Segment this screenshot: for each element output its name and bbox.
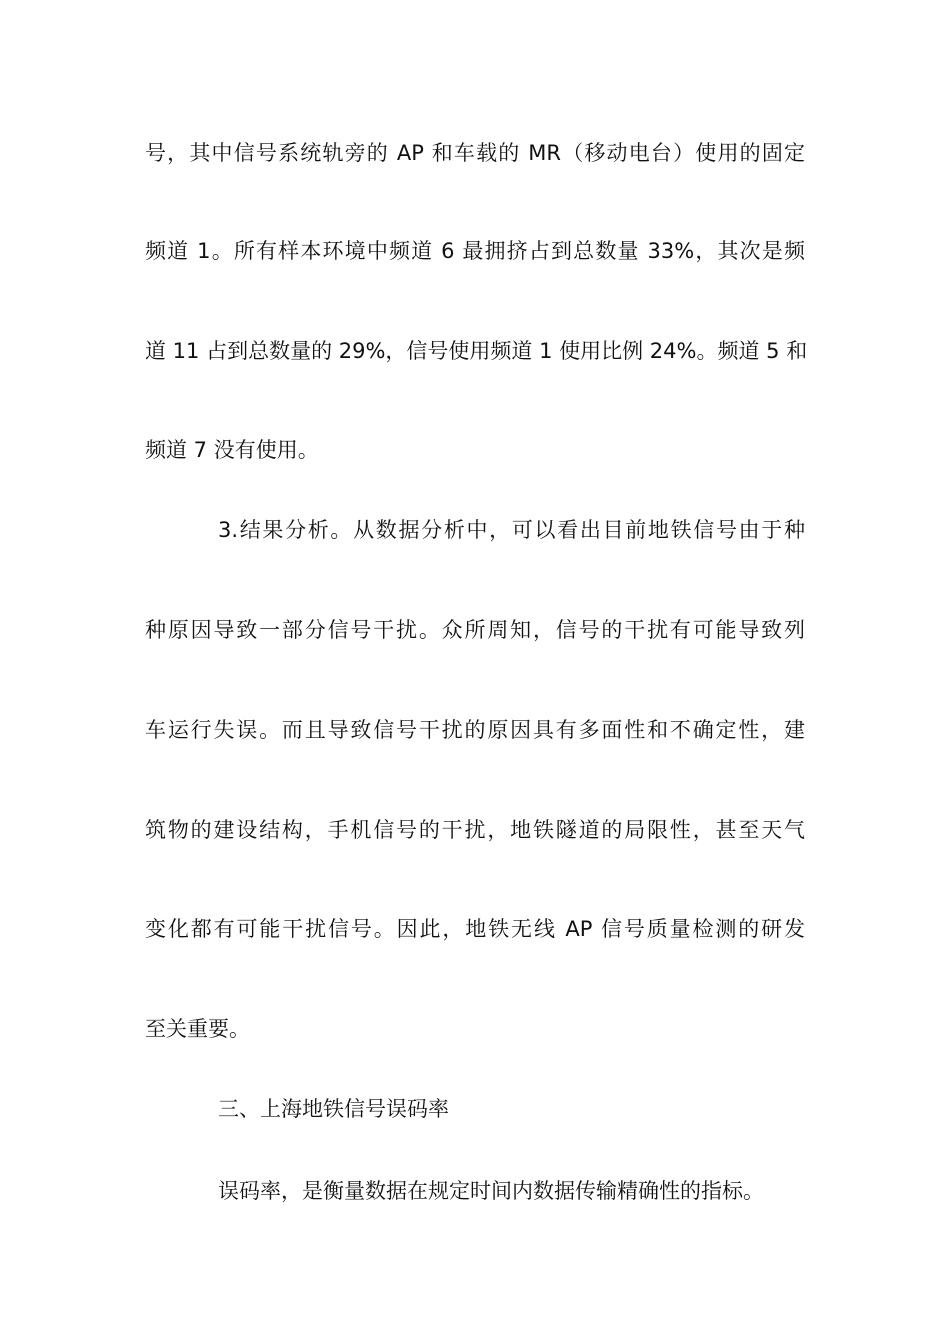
body-text-line: 频道 7 没有使用。 [145, 438, 319, 462]
body-text-line: 变化都有可能干扰信号。因此，地铁无线 AP 信号质量检测的研发 [145, 917, 805, 941]
body-text-line: 车运行失误。而且导致信号干扰的原因具有多面性和不确定性，建 [145, 718, 805, 742]
body-text-line: 频道 1。所有样本环境中频道 6 最拥挤占到总数量 33%，其次是频 [145, 239, 805, 263]
body-text-line: 筑物的建设结构，手机信号的干扰，地铁隧道的局限性，甚至天气 [145, 818, 805, 842]
body-text-line: 误码率，是衡量数据在规定时间内数据传输精确性的指标。 [218, 1179, 764, 1203]
body-text-line: 3.结果分析。从数据分析中，可以看出目前地铁信号由于种 [218, 518, 805, 542]
body-text-line: 道 11 占到总数量的 29%，信号使用频道 1 使用比例 24%。频道 5 和 [145, 339, 808, 363]
body-text-line: 号，其中信号系统轨旁的 AP 和车载的 MR（移动电台）使用的固定 [145, 141, 805, 165]
body-text-line: 至关重要。 [145, 1017, 250, 1041]
body-text-line: 种原因导致一部分信号干扰。众所周知，信号的干扰有可能导致列 [145, 618, 805, 642]
section-heading: 三、上海地铁信号误码率 [218, 1097, 449, 1121]
